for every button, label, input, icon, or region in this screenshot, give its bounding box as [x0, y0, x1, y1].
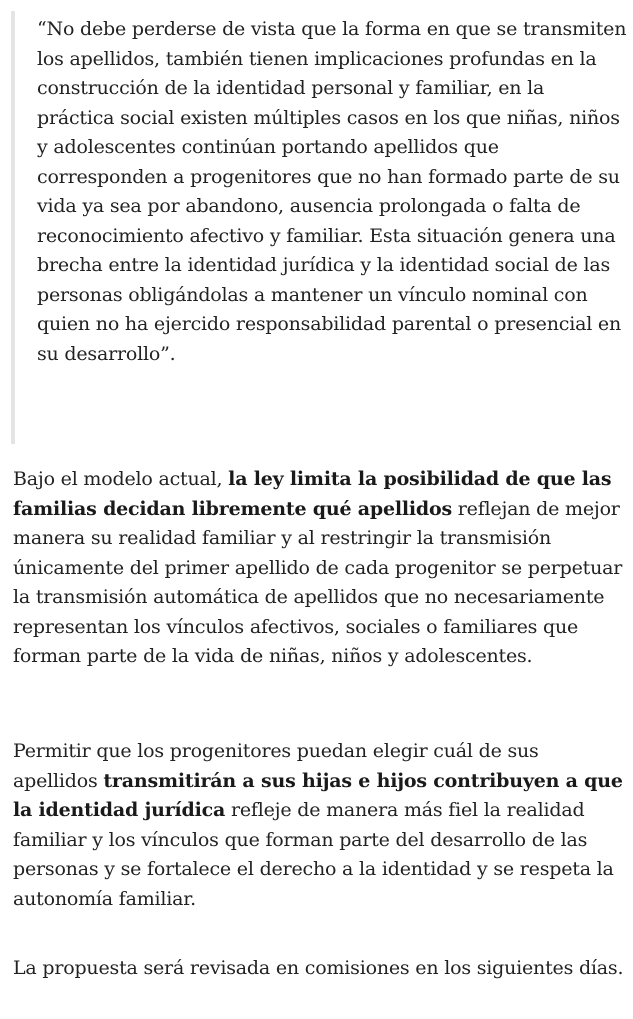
paragraph-text: reflejan de mejor manera su realidad familiar y al restringir la transmisión únicamente del primer apellido de cada progenitor se perpetuar la transmisión automática de apellidos que no necesariamente representan los vínculos afectivos, sociales o familiares que forman parte de la vida de niñas, niños y adolescentes.	[13, 497, 623, 667]
paragraph-bold-text: transmitirán a sus hijas e hijos contribuyen a que la identidad jurídica	[13, 769, 623, 821]
paragraph-review: La propuesta será revisada en comisiones en los siguientes días.	[13, 957, 624, 979]
quote-text: “No debe perderse de vista que la forma en que se transmiten los apellidos, también tienen implicaciones profundas en la construcción de la identidad personal y familiar, en la práctica social existen múltiples casos en los que niñas, niños y adolescentes continúan portando apellidos que corresponden a progenitores que no han formado parte de su vida ya sea por abandono, ausencia prolongada o falta de reconocimiento afectivo y familiar. Esta situación genera una brecha entre la identidad jurídica y la identidad social de las personas obligándolas a mantener un vínculo nominal con quien no ha ejercido responsabilidad parental o presencial en su desarrollo”.	[37, 18, 627, 365]
paragraph-text: refleje de manera más fiel la realidad familiar y los vínculos que forman parte del desarrollo de las personas y se fortalece el derecho a la identidad y se respeta la autonomía familiar.	[13, 799, 614, 910]
paragraph-text: Bajo el modelo actual,	[13, 468, 229, 490]
blockquote	[11, 11, 627, 444]
paragraph-text: Permitir que los progenitores puedan elegir cuál de sus apellidos	[13, 740, 539, 792]
paragraph-current-model	[13, 465, 628, 672]
paragraph-bold-text: la ley limita la posibilidad de que las familias decidan libremente qué apellidos	[13, 468, 612, 520]
paragraph-allow-choice	[13, 737, 628, 914]
